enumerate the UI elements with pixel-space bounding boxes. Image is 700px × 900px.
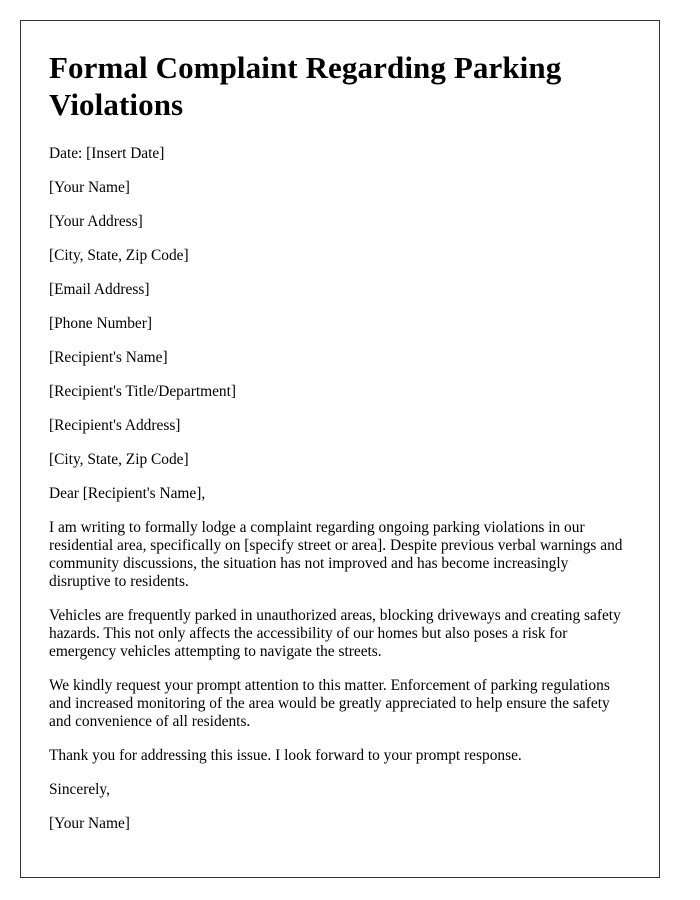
body-paragraph-2: Vehicles are frequently parked in unauthorized areas, blocking driveways and creating safety hazards. This not only affects the accessibility of our homes but also poses a risk for emergency vehicles attempting to navigate the streets. [49,607,621,660]
body-paragraph-3: We kindly request your prompt attention to this matter. Enforcement of parking regulations and increased monitoring of the area would be greatly appreciated to help ensure the safety and convenience of all residents. [49,677,610,730]
closing: Sincerely, [49,781,110,798]
body-paragraph-4: Thank you for addressing this issue. I look forward to your prompt response. [49,747,522,764]
body-paragraph-1: I am writing to formally lodge a complaint regarding ongoing parking violations in our residential area, specifically on [specify street or area]. Despite previous verbal warnings and community discussions, the situation has not improved and has become increasingly disruptive to residents. [49,519,623,590]
sender-email: [Email Address] [49,281,150,298]
signature: [Your Name] [49,815,130,832]
letter-title: Formal Complaint Regarding Parking Violations [49,50,562,122]
recipient-title-department: [Recipient's Title/Department] [49,383,237,400]
sender-phone: [Phone Number] [49,315,153,332]
letter-page [20,20,660,878]
recipient-city-state-zip: [City, State, Zip Code] [49,451,189,468]
recipient-address: [Recipient's Address] [49,417,181,434]
sender-name: [Your Name] [49,179,130,196]
sender-address: [Your Address] [49,213,143,230]
salutation: Dear [Recipient's Name], [49,485,206,502]
sender-city-state-zip: [City, State, Zip Code] [49,247,189,264]
date-line: Date: [Insert Date] [49,145,165,162]
recipient-name: [Recipient's Name] [49,349,168,366]
